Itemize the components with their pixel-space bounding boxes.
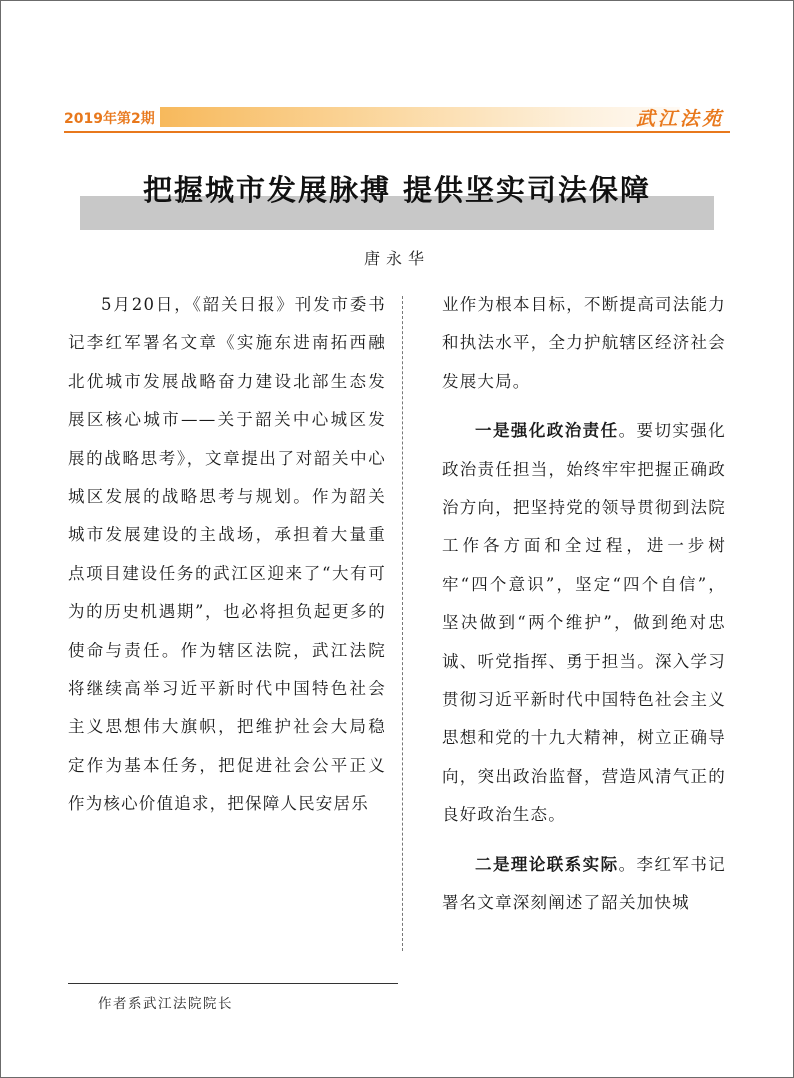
paragraph [442, 846, 726, 923]
article-author: 唐永华 [363, 249, 430, 268]
header-rule [64, 131, 730, 133]
paragraph-body: 。李红军书记署名文章深刻阐述了韶关加快城 [442, 854, 726, 913]
paragraph-gap [442, 401, 726, 412]
header-gradient-bar [160, 107, 680, 127]
right-column [442, 286, 726, 923]
page-header [64, 104, 730, 130]
paragraph-gap [442, 835, 726, 846]
paragraph: 5月20日，《韶关日报》刊发市委书记李红军署名文章《实施东进南拓西融北优城市发展战略奋力建设北部生态发展区核心城市——关于韶关中心城区发展的战略思考》，文章提出了对韶关中心城区发展的战略思考与规划。作为韶关城市发展建设的主战场，承担着大量重点项目建设任务的武江区迎来了“大有可为的历史机遇期”，也必将担负起更多的使命与责任。作为辖区法院，武江法院将继续高举习近平新时代中国特色社会主义思想伟大旗帜，把维护社会大局稳定作为基本任务，把促进社会公平正义作为核心价值追求，把保障人民安居乐 [68, 295, 386, 814]
section-heading: 一是强化政治责任 [475, 421, 619, 441]
column-divider [402, 296, 403, 951]
publication-brand: 武江法苑 [635, 108, 724, 130]
issue-label: 2019年第2期 [64, 111, 155, 127]
author-footnote: 作者系武江法院院长 [98, 996, 233, 1012]
paragraph [442, 412, 726, 834]
section-heading: 二是理论联系实际 [475, 854, 619, 874]
left-column [68, 286, 386, 824]
footnote-rule [68, 983, 398, 984]
paragraph-continued: 业作为根本目标，不断提高司法能力和执法水平，全力护航辖区经济社会发展大局。 [442, 295, 726, 391]
paragraph-body: 。要切实强化政治责任担当，始终牢牢把握正确政治方向，把坚持党的领导贯彻到法院工作各方面和全过程，进一步树牢“四个意识”，坚定“四个自信”，坚决做到“两个维护”，做到绝对忠诚、听党指挥、勇于担当。深入学习贯彻习近平新时代中国特色社会主义思想和党的十九大精神，树立正确导向，突出政治监督，营造风清气正的良好政治生态。 [442, 421, 726, 825]
article-title: 把握城市发展脉搏 提供坚实司法保障 [142, 173, 652, 207]
